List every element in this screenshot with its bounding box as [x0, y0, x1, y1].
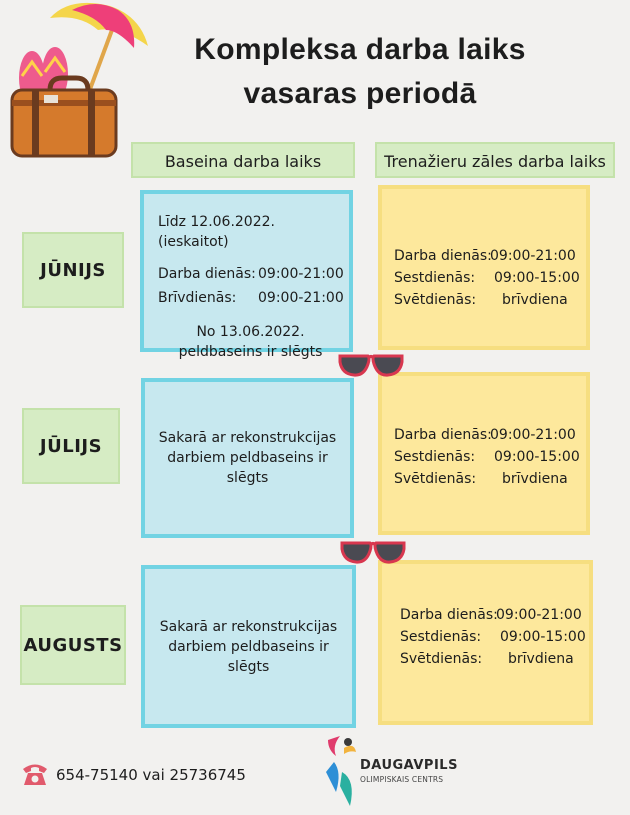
gym-weekdays — [394, 245, 586, 267]
weekdays-time: 09:00-21:00 — [490, 427, 576, 443]
saturday-label: Sestdienās: — [394, 449, 476, 465]
weekdays-time: 09:00-21:00 — [490, 248, 576, 264]
gym-sunday — [394, 289, 586, 311]
closed-note: Sakarā ar rekonstrukcijas darbiem peldbaseins ir slēgts — [159, 618, 338, 675]
phone-numbers: 654-75140 vai 25736745 — [56, 766, 246, 784]
gym-saturday — [394, 446, 586, 468]
page-title: Kompleksa darba laiks vasaras periodā — [194, 33, 526, 110]
saturday-time: 09:00-15:00 — [500, 629, 586, 645]
saturday-label: Sestdienās: — [394, 270, 476, 286]
july-pool-closed — [141, 378, 354, 538]
june-pool-period: Līdz 12.06.2022. (ieskaitot) — [158, 214, 275, 250]
gym-sunday — [400, 648, 589, 670]
closed-note: Sakarā ar rekonstrukcijas darbiem peldbaseins ir slēgts — [158, 430, 337, 486]
gym-saturday — [394, 267, 586, 289]
sunday-label: Svētdienās: — [394, 471, 477, 487]
month-label-august: AUGUSTS — [20, 605, 126, 685]
saturday-label: Sestdienās: — [400, 629, 482, 645]
weekends-label: Brīvdienās: — [158, 290, 237, 306]
suitcase-icon — [12, 78, 116, 156]
gym-saturday — [400, 626, 589, 648]
sunglasses-icon — [338, 350, 404, 380]
june-pool-weekdays — [158, 264, 349, 284]
saturday-time: 09:00-15:00 — [494, 449, 580, 465]
phone-icon — [20, 758, 50, 788]
weekdays-time: 09:00-21:00 — [258, 266, 344, 282]
weekdays-label: Darba dienās: — [394, 248, 492, 264]
sunday-value: brīvdiena — [502, 292, 568, 308]
month-label-july: JŪLIJS — [22, 408, 120, 484]
vacation-illustration — [10, 0, 150, 165]
weekdays-time: 09:00-21:00 — [496, 607, 582, 623]
saturday-time: 09:00-15:00 — [494, 270, 580, 286]
gym-column-header: Trenažieru zāles darba laiks — [375, 142, 615, 178]
august-pool-closed — [141, 565, 356, 728]
august-gym-hours — [378, 560, 593, 725]
sunday-value: brīvdiena — [502, 471, 568, 487]
sunday-label: Svētdienās: — [400, 651, 483, 667]
gym-weekdays — [400, 604, 589, 626]
weekends-time: 09:00-21:00 — [258, 290, 344, 306]
sunday-value: brīvdiena — [508, 651, 574, 667]
june-pool-hours — [140, 190, 353, 360]
sunglasses-icon — [340, 537, 406, 567]
olympic-centre-logo — [322, 732, 362, 812]
june-pool-closure-note: No 13.06.2022. peldbaseins ir slēgts — [178, 324, 323, 360]
pool-column-header: Baseina darba laiks — [131, 142, 355, 178]
logo-subtitle: OLIMPISKAIS CENTRS — [360, 775, 444, 784]
gym-weekdays — [394, 424, 586, 446]
june-gym-hours — [378, 185, 590, 350]
weekdays-label: Darba dienās: — [400, 607, 498, 623]
month-label-june: JŪNIJS — [22, 232, 124, 308]
sunday-label: Svētdienās: — [394, 292, 477, 308]
july-gym-hours — [378, 372, 590, 535]
gym-sunday — [394, 468, 586, 490]
logo-name: DAUGAVPILS — [360, 758, 458, 773]
weekdays-label: Darba dienās: — [394, 427, 492, 443]
weekdays-label: Darba dienās: — [158, 266, 256, 282]
june-pool-weekends — [158, 288, 349, 308]
